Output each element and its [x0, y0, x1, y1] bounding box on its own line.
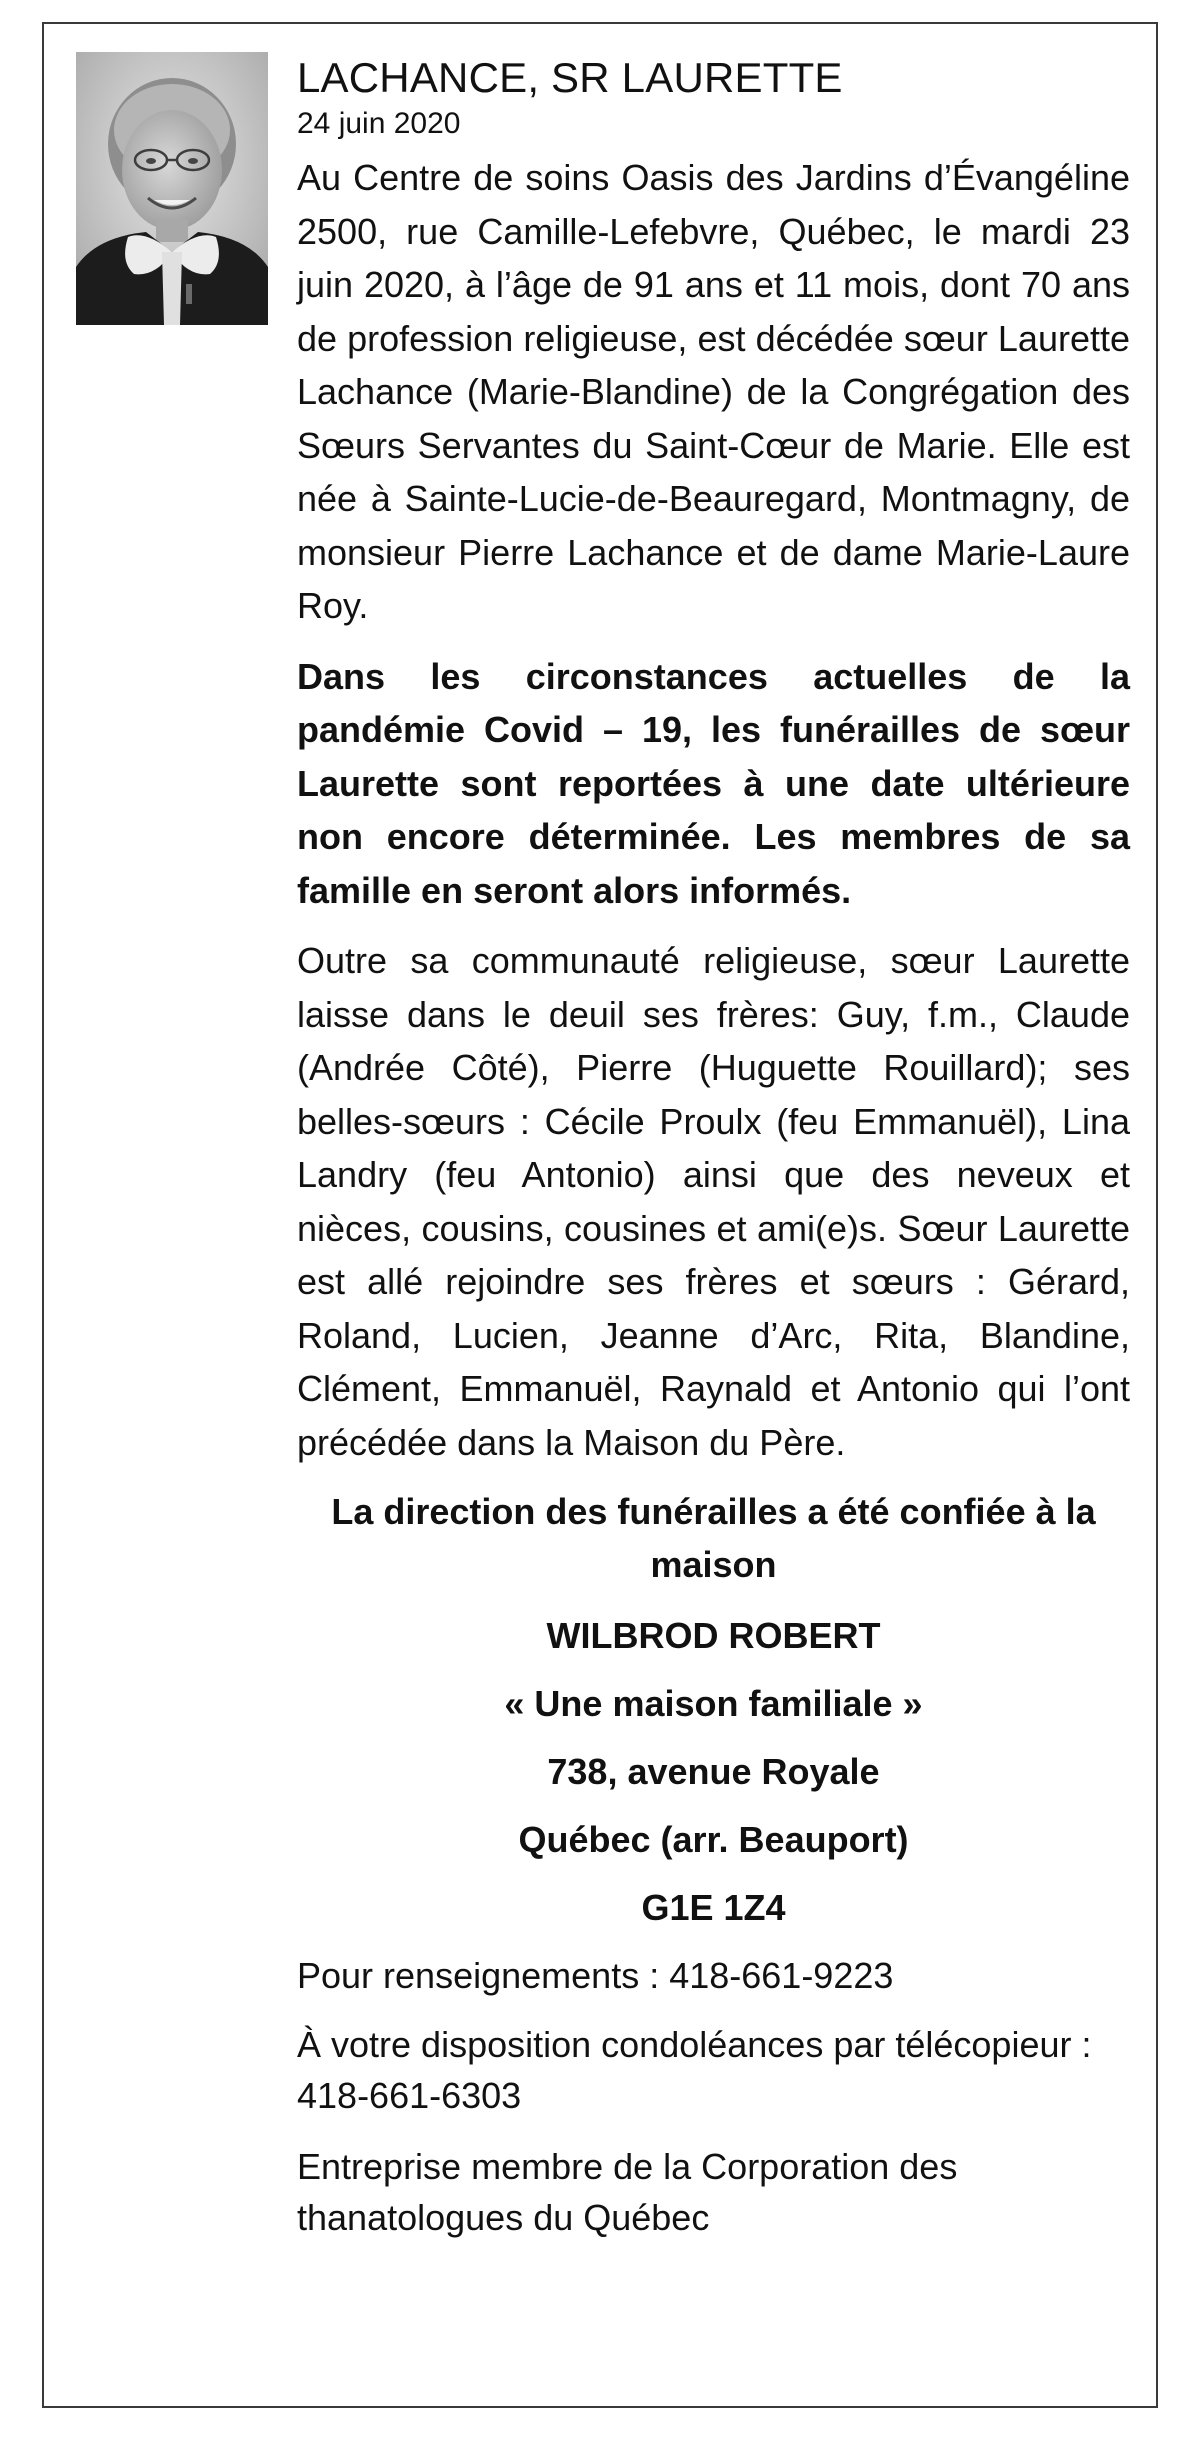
funeral-postponed-notice: Dans les circonstances actuelles de la pandémie Covid – 19, les funérailles de sœur Laurette sont reportées à une date ultérieure non encore déterminée. Les membres de sa famille en seront alors informés.: [297, 655, 1130, 911]
funeral-home-postal-code: G1E 1Z4: [641, 1887, 786, 1928]
publication-date: 24 juin 2020: [297, 107, 461, 140]
funeral-direction-text: La direction des funérailles a été confiée à la maison: [331, 1491, 1096, 1585]
obituary-content: [297, 52, 1130, 2243]
corporation-membership-line: Entreprise membre de la Corporation des thanatologues du Québec: [297, 2146, 958, 2238]
death-notice-paragraph: Au Centre de soins Oasis des Jardins d’Évangéline 2500, rue Camille-Lefebvre, Québec, le mardi 23 juin 2020, à l’âge de 91 ans et 11 mois, dont 70 ans de profession religieuse, est décédée sœur Laurette Lachance (Marie-Blandine) de la Congrégation des Sœurs Servantes du Saint-Cœur de Marie. Elle est née à Sainte-Lucie-de-Beauregard, Montmagny, de monsieur Pierre Lachance et de dame Marie-Laure Roy.: [297, 157, 1130, 626]
condolences-fax-line: À votre disposition condoléances par télécopieur : 418-661-6303: [297, 2024, 1092, 2116]
funeral-home-city: Québec (arr. Beauport): [518, 1819, 909, 1860]
portrait-image: [76, 52, 268, 325]
funeral-home-slogan: « Une maison familiale »: [504, 1683, 923, 1724]
family-survivors-paragraph: Outre sa communauté religieuse, sœur Laurette laisse dans le deuil ses frères: Guy, f.m., Claude (Andrée Côté), Pierre (Huguette Rouillard); ses belles-sœurs : Cécile Proulx (feu Emmanuël), Lina Landry (feu Antonio) ainsi que des neveux et nièces, cousins, cousines et ami(e)s. Sœur Laurette est allé rejoindre ses frères et sœurs : Gérard, Roland, Lucien, Jeanne d’Arc, Rita, Blandine, Clément, Emmanuël, Raynald et Antonio qui l’ont précédée dans la Maison du Père.: [297, 940, 1130, 1463]
funeral-home-name: WILBROD ROBERT: [546, 1615, 881, 1656]
funeral-home-address: 738, avenue Royale: [547, 1751, 880, 1792]
portrait-photo: [76, 52, 268, 325]
info-phone-line: Pour renseignements : 418-661-9223: [297, 1955, 894, 1996]
deceased-name: LACHANCE, SR LAURETTE: [297, 54, 843, 101]
